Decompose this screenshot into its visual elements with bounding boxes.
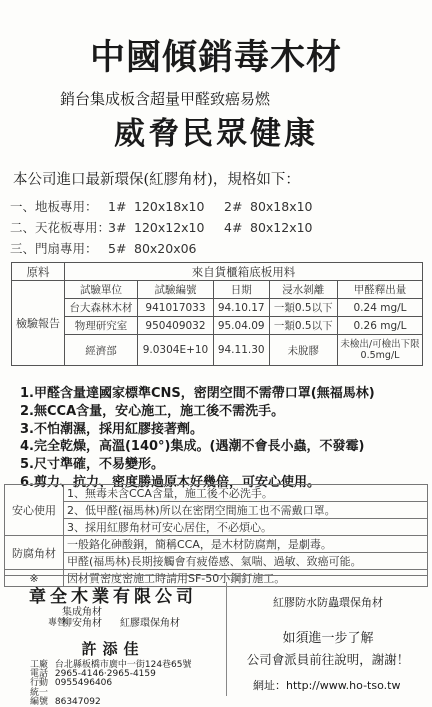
table-row — [12, 317, 423, 335]
table-row — [5, 519, 428, 536]
table-cell: 0.26 mg/L — [338, 317, 423, 335]
note-mark: ※ — [5, 570, 64, 587]
column-header: 日期 — [213, 281, 269, 299]
table-cell: 未檢出/可檢出下限0.5mg/L — [338, 335, 423, 366]
intro-paren: (紅膠角材) — [143, 172, 213, 188]
footer-visit-note: 公司會派員前往說明，謝謝！ — [246, 652, 410, 667]
company-name: 章全木業有限公司 — [29, 587, 197, 607]
brand-line: 集成角材 — [62, 607, 102, 618]
brand-label: 專營 — [48, 618, 67, 628]
contact-line — [30, 689, 192, 707]
preserve-label: 防腐角材 — [5, 536, 64, 570]
product-size: 80x20x06 — [134, 241, 197, 256]
contact-block — [30, 661, 192, 707]
brand-lines — [62, 607, 102, 629]
table-cell: 經濟部 — [65, 335, 138, 366]
contact-person: 許添佳 — [81, 640, 145, 658]
contact-value: 86347092 — [54, 696, 101, 707]
product-index: 三、門扇專用： — [10, 241, 98, 256]
report-label: 檢驗報告 — [12, 281, 65, 366]
product-size: 120x12x10 — [134, 220, 205, 235]
contact-value: 0955496406 — [54, 678, 113, 689]
product-index: 二、天花板專用： — [10, 220, 111, 235]
list-item: 1.甲醛含量達國家標準CNS，密閉空間不需帶口罩(無福馬林) — [20, 386, 375, 401]
list-item: 3.不怕潮濕，採用紅膠接著劑。 — [20, 421, 203, 437]
table-cell: 941017033 — [138, 299, 214, 317]
product-size: 80x12x10 — [250, 220, 313, 235]
table-cell: 950409032 — [138, 317, 214, 335]
table-cell: 9.0304E+10 — [138, 335, 214, 366]
table-row — [5, 553, 428, 570]
product-index: 一、地板專用： — [10, 199, 98, 214]
column-header: 試驗編號 — [138, 281, 214, 299]
product-row — [10, 197, 313, 215]
list-item: 6.剪力、抗力、密度勝過原木好幾倍，可安心使用。 — [20, 474, 320, 490]
intro-text-before: 本公司進口最新環保 — [13, 172, 144, 188]
product-code: 2# — [224, 199, 243, 214]
brand-line: 柳安角材 — [62, 618, 102, 629]
spec-table — [11, 262, 423, 366]
business-card — [4, 582, 222, 707]
list-item: 2.無CCA含量，安心施工，施工後不需洗手。 — [20, 403, 285, 419]
table-cell: 物理研究室 — [65, 317, 138, 335]
table-row — [12, 335, 423, 366]
table-cell: 2、低甲醛(福馬林)所以在密閉空間施工也不需戴口罩。 — [64, 502, 428, 519]
material-value: 來自貨櫃箱底板用料 — [65, 263, 423, 281]
intro-line — [13, 168, 300, 189]
table-cell: 3、採用紅膠角材可安心居住，不必煩心。 — [64, 519, 428, 536]
table-cell: 台大森林木材 — [65, 299, 138, 317]
safe-label: 安心使用 — [5, 485, 64, 536]
contact-key: 統一編號 — [30, 687, 49, 707]
table-cell: 一類0.5以下 — [269, 317, 337, 335]
product-code: 4# — [224, 220, 243, 235]
column-header: 試驗單位 — [65, 281, 138, 299]
table-row — [12, 263, 423, 281]
product-size: 120x18x10 — [134, 199, 205, 214]
intro-text-after: ，規格如下： — [212, 172, 300, 188]
divider — [4, 575, 428, 576]
table-cell: 一類0.5以下 — [269, 299, 337, 317]
table-cell: 一般鉻化砷酸銅，簡稱CCA，是木材防腐劑，是劇毒。 — [64, 536, 428, 553]
footer-notice — [226, 582, 429, 696]
contact-key: 工廠 — [30, 660, 49, 670]
table-row — [5, 485, 428, 502]
product-row — [10, 239, 224, 257]
headline: 威脅民眾健康 — [114, 116, 318, 152]
column-header: 浸水剝離 — [269, 281, 337, 299]
table-row — [5, 536, 428, 553]
table-cell: 95.04.09 — [213, 317, 269, 335]
contact-line — [30, 679, 192, 688]
footer-more-info: 如須進一步了解 — [282, 631, 374, 646]
contact-key: 電話 — [30, 669, 49, 680]
footer-product: 紅膠防水防蟲環保角材 — [273, 596, 383, 609]
subtitle: 銷台集成板含超量甲醛致癌易燃 — [60, 90, 271, 108]
main-title: 中國傾銷毒木材 — [89, 37, 342, 78]
product-code: 1# — [108, 199, 127, 214]
contact-value: 2965-4146·2965-4159 — [54, 669, 156, 680]
table-cell: 0.24 mg/L — [338, 299, 423, 317]
safety-table — [4, 484, 428, 587]
contact-value: 台北縣板橋市廣中一街124巷65號 — [54, 660, 192, 670]
column-header: 甲醛釋出量 — [338, 281, 423, 299]
list-item: 4.完全乾燥，高溫(140°)集成。(遇潮不會長小蟲，不發霉) — [20, 439, 365, 455]
table-cell: 94.11.30 — [213, 335, 269, 366]
table-row — [5, 502, 428, 519]
table-cell: 1、無毒未含CCA含量，施工後不必洗手。 — [64, 485, 428, 502]
table-cell: 因材質密度密施工時請用SF-50小鋼釘施工。 — [64, 570, 428, 587]
product-code: 5# — [108, 241, 127, 256]
contact-key: 行動 — [30, 678, 49, 689]
brand-tail: 紅膠環保角材 — [120, 618, 180, 629]
table-cell: 94.10.17 — [213, 299, 269, 317]
feature-list — [20, 385, 425, 492]
table-cell: 甲醛(福馬林)長期接觸會有疲倦感、氣喘、過敏、致癌可能。 — [64, 553, 428, 570]
material-label: 原料 — [12, 263, 65, 281]
list-item: 5.尺寸準確，不易變形。 — [20, 457, 164, 473]
table-cell: 未脫膠 — [269, 335, 337, 366]
table-row — [12, 281, 423, 299]
product-row — [10, 218, 313, 236]
table-row — [12, 299, 423, 317]
product-code: 3# — [108, 220, 127, 235]
product-size: 80x18x10 — [250, 199, 313, 214]
website-link[interactable]: 網址：http://www.ho-tso.tw — [253, 679, 401, 692]
